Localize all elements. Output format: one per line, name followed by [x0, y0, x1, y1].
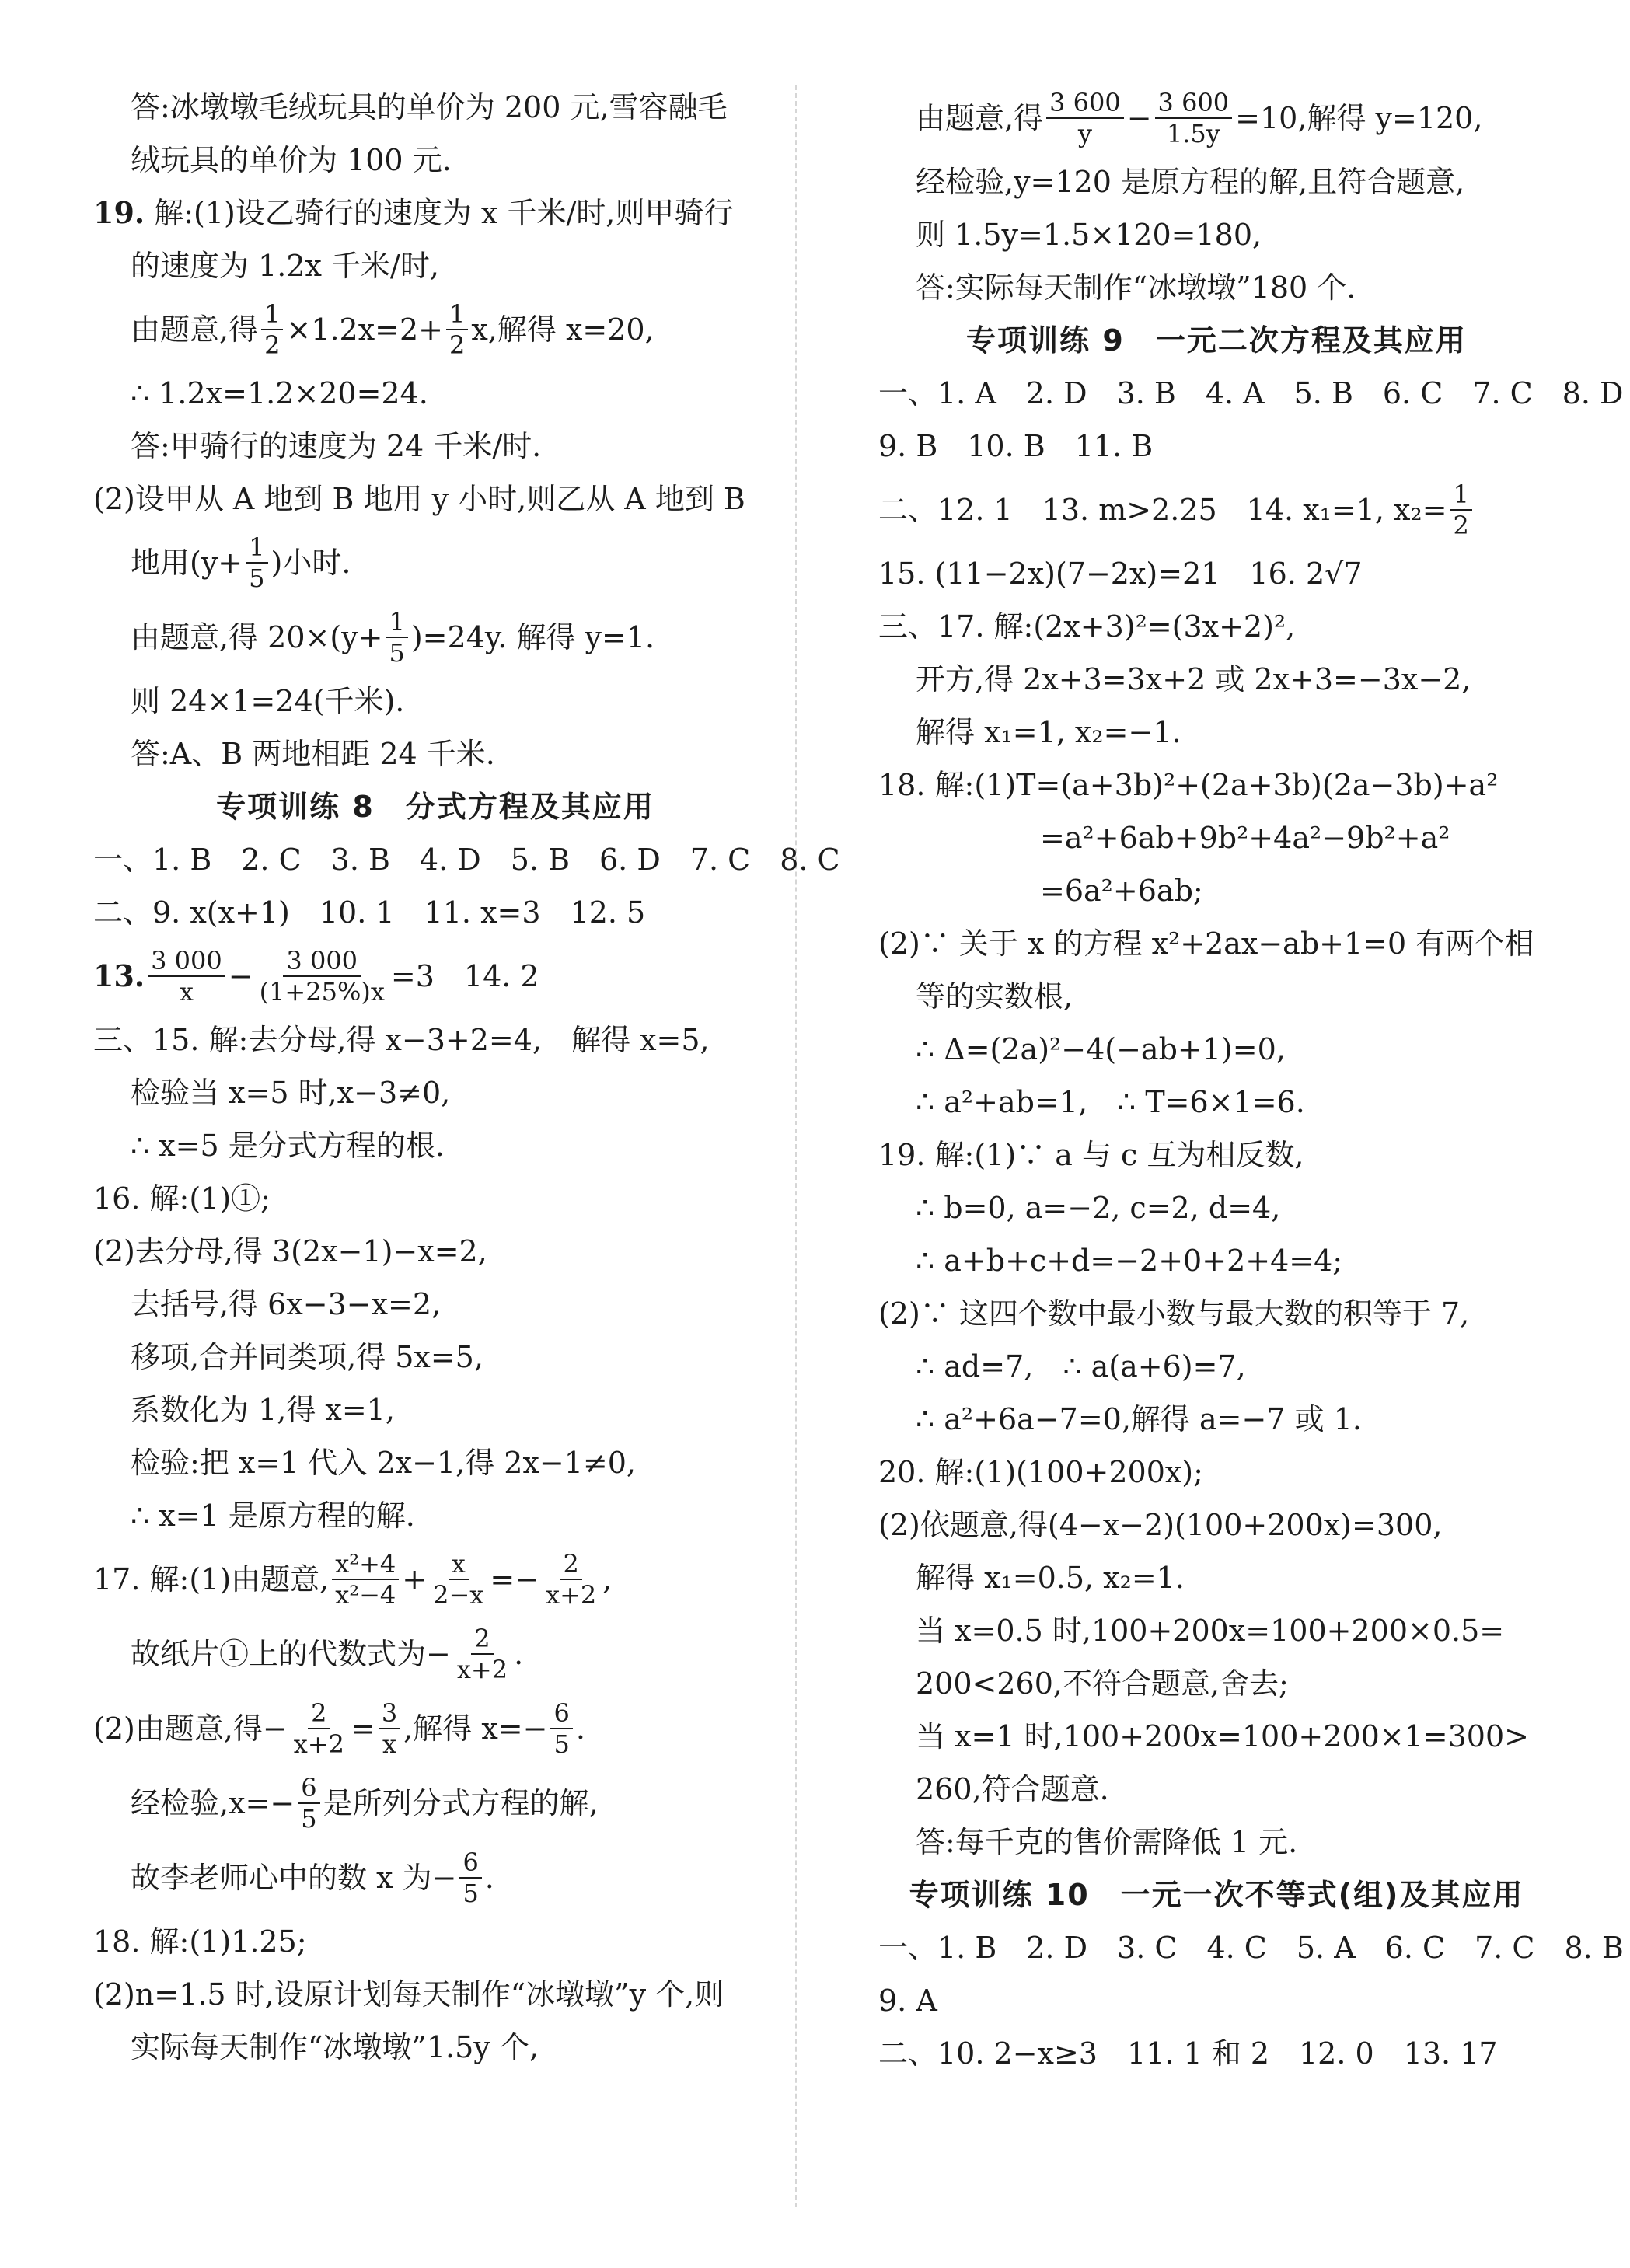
text-line: (2)∵ 这四个数中最小数与最大数的积等于 7, — [878, 1296, 1470, 1331]
text: ×1.2x=2+ — [286, 312, 444, 347]
text-line: (2)去分母,得 3(2x−1)−x=2, — [93, 1234, 487, 1268]
question-19-line — [93, 187, 777, 239]
text: 是所列分式方程的解, — [323, 1786, 599, 1820]
text-line: 等的实数根, — [916, 979, 1073, 1014]
denominator: y — [1077, 119, 1092, 148]
fraction — [246, 532, 267, 593]
denominator: 5 — [389, 638, 405, 668]
fraction — [332, 1549, 399, 1610]
text: . — [484, 1861, 494, 1895]
text-line: ∴ Δ=(2a)²−4(−ab+1)=0, — [916, 1032, 1286, 1066]
fraction — [261, 299, 283, 360]
text-line: 开方,得 2x+3=3x+2 或 2x+3=−3x−2, — [916, 662, 1471, 696]
text: =10,解得 y=120, — [1235, 101, 1483, 135]
text-line: 绒玩具的单价为 100 元. — [131, 143, 452, 177]
text-line: 解得 x₁=1, x₂=−1. — [916, 715, 1181, 749]
text-line: ∴ a²+ab=1, ∴ T=6×1=6. — [916, 1085, 1305, 1119]
text: x,解得 x=20, — [471, 312, 654, 347]
text: 地用(y+ — [131, 546, 243, 580]
text: 故李老师心中的数 x 为− — [131, 1861, 457, 1895]
denominator: x+2 — [293, 1729, 344, 1759]
text-line: 20. 解:(1)(100+200x); — [878, 1455, 1203, 1489]
answer-row — [878, 473, 1555, 547]
denominator: x+2 — [456, 1655, 508, 1684]
fraction — [379, 1698, 400, 1759]
numerator: 2 — [308, 1698, 330, 1729]
fraction — [459, 1848, 481, 1908]
text-line: (2)n=1.5 时,设原计划每天制作“冰墩墩”y 个,则 — [93, 1977, 724, 2012]
text-line: (2)∵ 关于 x 的方程 x²+2ax−ab+1=0 有两个相 — [878, 926, 1534, 961]
equation-line — [93, 939, 777, 1014]
fraction — [148, 946, 225, 1007]
text-line: 移项,合并同类项,得 5x=5, — [131, 1340, 483, 1374]
text: = — [350, 1711, 375, 1746]
denominator: x — [179, 977, 194, 1007]
text-line: 16. 解:(1)①; — [93, 1181, 271, 1216]
text-line: 18. 解:(1)1.25; — [93, 1924, 307, 1959]
equation-line — [93, 1766, 777, 1841]
text: − — [1126, 101, 1152, 135]
text-line: =a²+6ab+9b²+4a²−9b²+a² — [1040, 821, 1450, 855]
question-number: 19. — [93, 195, 145, 230]
denominator: 2 — [264, 330, 281, 360]
text-line: (2)依题意,得(4−x−2)(100+200x)=300, — [878, 1508, 1443, 1542]
text: =3 14. 2 — [390, 959, 539, 993]
numerator: 2 — [560, 1549, 581, 1580]
fraction — [550, 1698, 572, 1759]
denominator: 1.5y — [1166, 119, 1220, 148]
text: (2)由题意,得− — [93, 1711, 288, 1746]
numerator: 3 000 — [148, 946, 225, 977]
text: )小时. — [271, 546, 351, 580]
text-line: ∴ 1.2x=1.2×20=24. — [131, 376, 428, 410]
equation-line — [93, 1691, 777, 1766]
fraction — [543, 1549, 599, 1610]
text: 解:(1)设乙骑行的速度为 x 千米/时,则甲骑行 — [154, 196, 734, 230]
fraction — [386, 607, 408, 668]
text: 二、12. 1 13. m>2.25 14. x₁=1, x₂= — [878, 493, 1447, 527]
section-title-10: 专项训练 10 一元一次不等式(组)及其应用 — [909, 1878, 1524, 1912]
text-line: 当 x=1 时,100+200x=100+200×1=300> — [916, 1719, 1529, 1753]
denominator: x — [382, 1729, 397, 1759]
numerator: 3 600 — [1046, 88, 1124, 119]
text-line: 答:冰墩墩毛绒玩具的单价为 200 元,雪容融毛 — [131, 90, 728, 124]
text-line: 答:A、B 两地相距 24 千米. — [131, 737, 495, 771]
text-line: 答:甲骑行的速度为 24 千米/时. — [131, 429, 542, 463]
numerator: x²+4 — [332, 1549, 399, 1580]
denominator: 2 — [449, 330, 466, 360]
right-column — [878, 81, 1624, 2080]
question-number: 13. — [93, 958, 145, 993]
denominator: 5 — [249, 564, 265, 593]
numerator: 3 000 — [283, 946, 361, 977]
answer-row: 15. (11−2x)(7−2x)=21 16. 2√7 — [878, 557, 1363, 591]
fraction — [446, 299, 468, 360]
text: 故纸片①上的代数式为− — [131, 1637, 451, 1671]
numerator: 1 — [261, 299, 283, 330]
text-line: 三、15. 解:去分母,得 x−3+2=4, 解得 x=5, — [93, 1023, 710, 1057]
text-line: ∴ a+b+c+d=−2+0+2+4=4; — [916, 1244, 1343, 1278]
text-line: 检验:把 x=1 代入 2x−1,得 2x−1≠0, — [131, 1446, 636, 1480]
text-line: ∴ b=0, a=−2, c=2, d=4, — [916, 1191, 1281, 1225]
numerator: 3 600 — [1155, 88, 1233, 119]
text-line: 答:每千克的售价需降低 1 元. — [916, 1825, 1298, 1859]
text-line: 解得 x₁=0.5, x₂=1. — [916, 1561, 1185, 1595]
text: . — [514, 1637, 524, 1671]
text-line: =6a²+6ab; — [1040, 874, 1203, 908]
numerator: 2 — [471, 1624, 493, 1655]
denominator: 2 — [1453, 511, 1469, 540]
answer-row: 9. A — [878, 1984, 937, 2018]
text-line: 系数化为 1,得 x=1, — [131, 1393, 395, 1427]
numerator: 6 — [550, 1698, 572, 1729]
numerator: 6 — [459, 1848, 481, 1879]
text: . — [575, 1711, 585, 1746]
fraction — [1450, 480, 1472, 540]
answer-row: 一、1. A 2. D 3. B 4. A 5. B 6. C 7. C 8. D — [878, 376, 1624, 410]
numerator: 1 — [386, 607, 408, 638]
equation-line — [878, 81, 1555, 155]
text: − — [228, 959, 253, 993]
denominator: 5 — [553, 1729, 570, 1759]
answer-row: 二、10. 2−x≥3 11. 1 和 2 12. 0 13. 17 — [878, 2036, 1498, 2071]
left-column — [93, 81, 840, 2074]
numerator: 6 — [298, 1773, 319, 1804]
fraction — [430, 1549, 487, 1610]
text-line: 实际每天制作“冰墩墩”1.5y 个, — [131, 2030, 539, 2064]
section-title-8: 专项训练 8 分式方程及其应用 — [216, 790, 654, 824]
text-line: 三、17. 解:(2x+3)²=(3x+2)², — [878, 609, 1296, 644]
equation-line — [93, 1841, 777, 1915]
text: ,解得 x=− — [403, 1711, 548, 1746]
text-line: 18. 解:(1)T=(a+3b)²+(2a+3b)(2a−3b)+a² — [878, 768, 1499, 802]
text-line: 当 x=0.5 时,100+200x=100+200×0.5= — [916, 1614, 1505, 1648]
denominator: x+2 — [546, 1580, 597, 1610]
denominator: (1+25%)x — [259, 977, 385, 1007]
answer-row: 二、9. x(x+1) 10. 1 11. x=3 12. 5 — [93, 895, 646, 930]
equation-line — [93, 1542, 777, 1617]
text-line: ∴ x=1 是原方程的解. — [131, 1499, 415, 1533]
answer-row: 一、1. B 2. C 3. B 4. D 5. B 6. D 7. C 8. C — [93, 843, 840, 877]
equation-line — [93, 600, 777, 675]
text-line: 19. 解:(1)∵ a 与 c 互为相反数, — [878, 1138, 1304, 1172]
fraction — [1046, 88, 1124, 148]
denominator: 2−x — [433, 1580, 484, 1610]
answer-row: 一、1. B 2. D 3. C 4. C 5. A 6. C 7. C 8. B — [878, 1931, 1624, 1965]
text-line: 去括号,得 6x−3−x=2, — [131, 1287, 442, 1321]
text-line: 检验当 x=5 时,x−3≠0, — [131, 1076, 451, 1110]
text-line: 200<260,不符合题意,舍去; — [916, 1666, 1289, 1701]
text-line: 则 24×1=24(千米). — [131, 684, 405, 718]
text: , — [602, 1562, 613, 1596]
equation-line — [93, 525, 777, 600]
text: 由题意,得 — [916, 101, 1044, 135]
text-line: ∴ ad=7, ∴ a(a+6)=7, — [916, 1349, 1246, 1383]
section-title-9: 专项训练 9 一元二次方程及其应用 — [966, 323, 1467, 358]
fraction — [454, 1624, 511, 1684]
text-line: 260,符合题意. — [916, 1772, 1109, 1806]
text-line: ∴ a²+6a−7=0,解得 a=−7 或 1. — [916, 1402, 1362, 1436]
fraction — [257, 946, 388, 1007]
text-line: 经检验,y=120 是原方程的解,且符合题意, — [916, 165, 1465, 199]
text: 由题意,得 20×(y+ — [131, 620, 383, 654]
numerator: 1 — [446, 299, 468, 330]
text: + — [402, 1562, 428, 1596]
denominator: 5 — [301, 1804, 317, 1834]
numerator: 1 — [246, 532, 267, 564]
numerator: x — [449, 1549, 469, 1580]
answer-row: 9. B 10. B 11. B — [878, 429, 1154, 463]
text: =− — [490, 1562, 540, 1596]
text-line: ∴ x=5 是分式方程的根. — [131, 1129, 445, 1163]
equation-line — [93, 292, 777, 367]
denominator: 5 — [462, 1879, 479, 1908]
text: )=24y. 解得 y=1. — [410, 620, 655, 654]
text-line: 答:实际每天制作“冰墩墩”180 个. — [916, 270, 1356, 305]
equation-line — [93, 1617, 777, 1691]
numerator: 1 — [1450, 480, 1472, 511]
column-divider — [795, 85, 797, 2207]
fraction — [291, 1698, 347, 1759]
text-line: 的速度为 1.2x 千米/时, — [131, 249, 439, 283]
numerator: 3 — [379, 1698, 400, 1729]
text-line: 则 1.5y=1.5×120=180, — [916, 218, 1262, 252]
text: 由题意,得 — [131, 312, 259, 347]
text: 经检验,x=− — [131, 1786, 295, 1820]
fraction — [298, 1773, 319, 1834]
text-line: (2)设甲从 A 地到 B 地用 y 小时,则乙从 A 地到 B — [93, 482, 745, 516]
text: 17. 解:(1)由题意, — [93, 1562, 330, 1596]
fraction — [1155, 88, 1233, 148]
denominator: x²−4 — [335, 1580, 396, 1610]
